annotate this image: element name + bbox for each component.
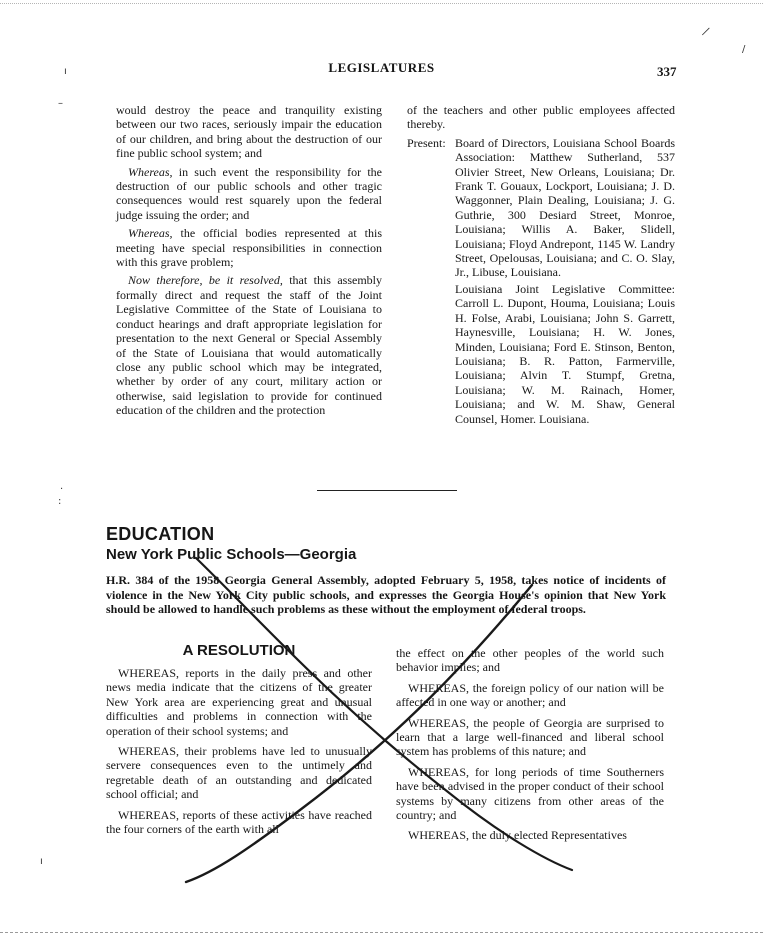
present-label: Present: [407, 135, 446, 150]
top-right-column [407, 103, 675, 428]
corner-mark: | [700, 26, 711, 37]
body-paragraph [116, 273, 382, 417]
whereas-clause: the effect on the other peoples of the world such behavior implies; and [396, 646, 664, 675]
section-divider [317, 490, 457, 491]
italic-lead: Whereas, [128, 226, 173, 241]
whereas-clause: WHEREAS, their problems have led to unusually servere consequences even to the untimely and regretable death of an outstanding and dedicated school official; and [106, 744, 372, 802]
present-block [407, 136, 675, 428]
present-paragraph: Louisiana Joint Legislative Committee: Carroll L. Dupont, Houma, Louisiana; Louis H. Folse, Arabi, Louisiana; John S. Garrett, Haynesville, Louisiana; H. W. Jones, Minden, Louisiana; Ford E. Stinson, Benton, Louisiana; B. R. Patton, Farmerville, Louisiana; Alvin T. Stumpf, Gretna, Louisiana; W. M. Rainach, Homer, Louisiana; and W. M. Shaw, General Counsel, Homer. Louisiana. [455, 281, 675, 426]
whereas-clause: WHEREAS, reports in the daily press and other news media indicate that the citizens of the greater New York area are experiencing great and unusual difficulties and problems in connection with the operation of their school systems; and [106, 666, 372, 738]
section-heading: EDUCATION [106, 524, 215, 544]
italic-lead: Now therefore, be it resolved, [128, 273, 283, 288]
paragraph-text: the official bodies represented at this meeting have special responsibilities in connection with this grave problem; [116, 226, 382, 270]
whereas-clause: WHEREAS, for long periods of time Southerners have been advised in the proper conduct of their school systems by many citizens from other areas of the country; and [396, 764, 664, 823]
margin-mark: – [58, 98, 63, 109]
bottom-edge-dashed-line [0, 932, 763, 933]
resolution-right-column [396, 646, 664, 849]
page-number: 337 [657, 64, 677, 79]
present-list [455, 136, 675, 428]
paragraph-text: that this assembly formally direct and request the staff of the Joint Legislative Committee of the State of Louisiana to conduct hearings and draft appropriate legislation for presentation to the next General or Special Assembly of the State of Louisiana that would automatically close any public school which may be integrated, whether by order of any court, military action or otherwise, said legislation to provide for continued education of the children and the protection [116, 273, 382, 418]
article-title: New York Public Schools—Georgia [106, 546, 357, 563]
whereas-clause: WHEREAS, the foreign policy of our nation will be affected in one way or another; and [396, 680, 664, 710]
body-paragraph [116, 226, 382, 269]
margin-mark: · [60, 484, 64, 495]
italic-lead: Whereas, [128, 164, 173, 179]
present-paragraph: Board of Directors, Louisiana School Boards Association: Matthew Sutherland, 537 Olivier Street, New Orleans, Louisiana; Dr. Frank T. Gouaux, Lockport, Louisiana; J. D. Waggonner, Plain Dealing, Louisiana; J. G. Guthrie, 300 Desiard Street, Monroe, Louisiana; Willis A. Baker, Slidell, Louisiana; Floyd Andrepont, 1145 W. Landry Street, Opelousas, Louisiana; and C. O. Slay, Jr., Libuse, Louisiana. [455, 135, 675, 280]
body-paragraph: would destroy the peace and tranquility existing between our two races, seriously impair the education of our children, and bring about the destruction of our fine public school system; and [116, 103, 382, 161]
margin-mark: ı [40, 856, 43, 867]
paragraph-text: in such event the responsibility for the destruction of our public schools and other tragic consequences would rest squarely upon the federal judge issuing the order; and [116, 164, 382, 222]
running-header: LEGISLATURES [328, 60, 435, 75]
margin-mark: : [58, 496, 62, 507]
margin-mark: ı [64, 66, 67, 77]
resolution-left-column [106, 666, 372, 842]
whereas-clause: WHEREAS, the people of Georgia are surprised to learn that a large well-financed and liberal school system has problems of this nature; and [396, 715, 664, 759]
corner-mark: / [742, 44, 746, 55]
article-summary: H.R. 384 of the 1958 Georgia General Assembly, adopted February 5, 1958, takes notice of incidents of violence in the New York City public schools, and expresses the Georgia House's opinion that New York should be allowed to handle such problems as these without the employment of federal troops. [106, 573, 666, 617]
body-paragraph [116, 165, 382, 223]
whereas-clause: WHEREAS, the duly elected Representatives [408, 828, 627, 843]
continuation-paragraph: of the teachers and other public employees affected thereby. [407, 103, 675, 132]
whereas-clause: WHEREAS, reports of these activities have reached the four corners of the earth with all [106, 807, 372, 837]
resolution-heading: A RESOLUTION [182, 642, 296, 659]
top-edge-dotted-line [0, 3, 763, 4]
top-left-column [116, 103, 382, 422]
